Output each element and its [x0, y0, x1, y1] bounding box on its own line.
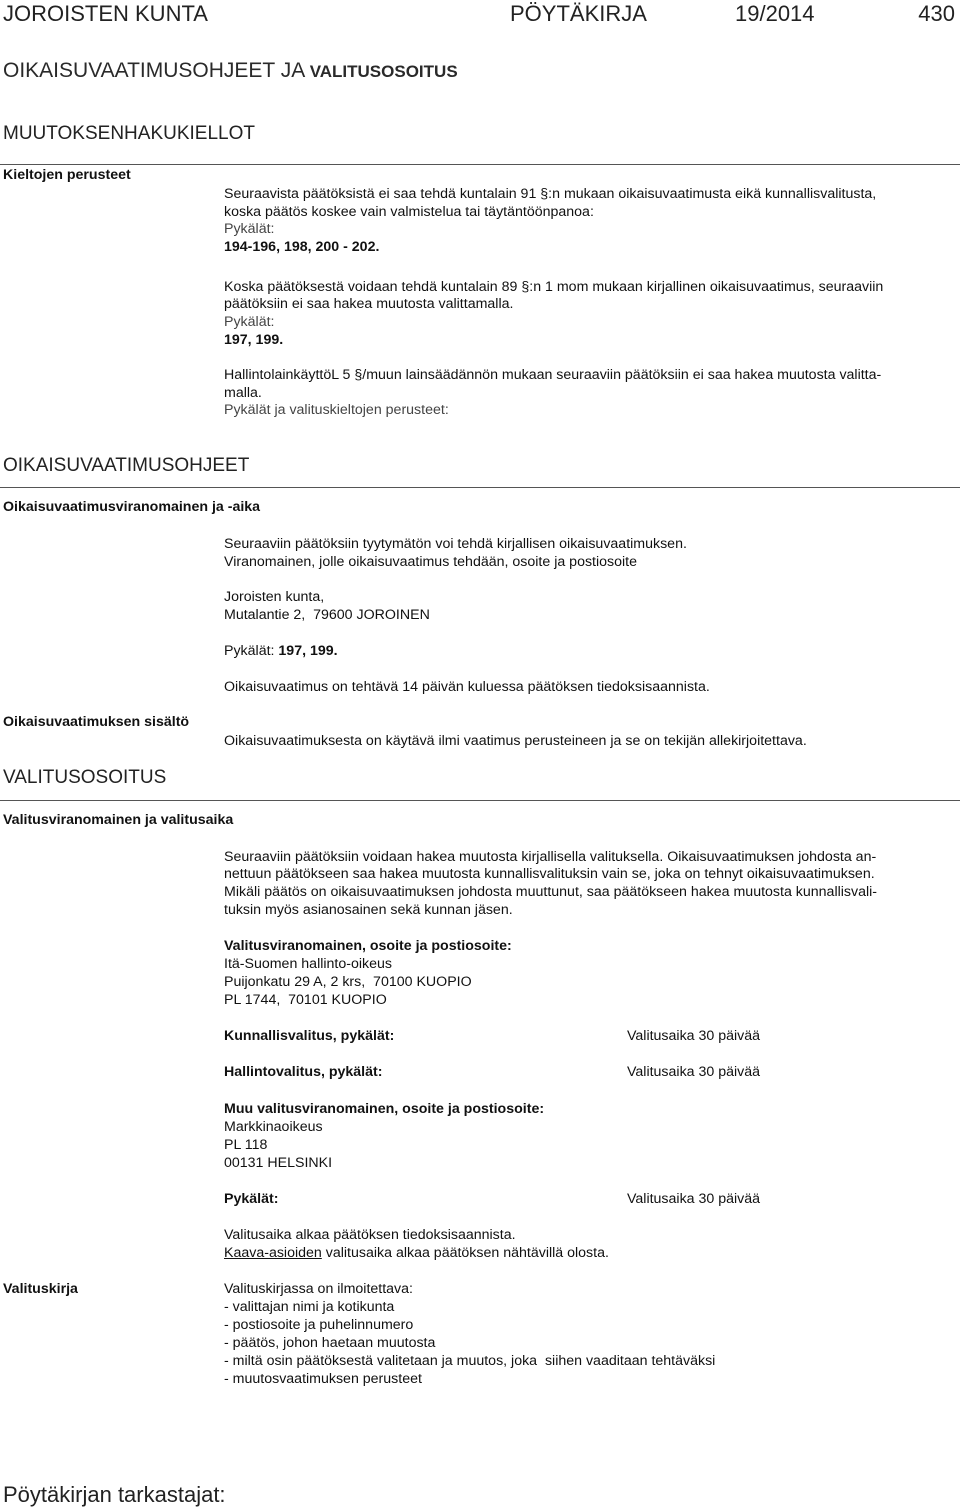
page-title-main: OIKAISUVAATIMUSOHJEET JA	[3, 59, 306, 82]
zoning-rest: valitusaika alkaa päätöksen nähtävillä olosta.	[325, 1245, 609, 1261]
paragraph-line: Seuraavista päätöksistä ei saa tehdä kuntalain 91 §:n mukaan oikaisuvaatimusta eikä kunnallisvalitusta,	[224, 186, 877, 202]
paragraph-line: tuksin myös asianosainen sekä kunnan jäsen.	[224, 902, 513, 918]
page-number: 430	[918, 1, 955, 26]
other-authority-label: Muu valitusviranomainen, osoite ja postiosoite:	[224, 1101, 545, 1117]
page-title	[3, 58, 458, 86]
label-rectification-content: Oikaisuvaatimuksen sisältö	[3, 714, 190, 730]
section-divider	[0, 487, 960, 488]
rectification-deadline: Oikaisuvaatimus on tehtävä 14 päivän kuluessa päätöksen tiedoksisaannista.	[224, 679, 710, 695]
list-item: - valittajan nimi ja kotikunta	[224, 1299, 395, 1315]
label-appeal-authority: Valitusviranomainen ja valitusaika	[3, 812, 234, 828]
address-line: Puijonkatu 29 A, 2 krs, 70100 KUOPIO	[224, 974, 472, 990]
sections-value: 197, 199.	[278, 643, 338, 659]
section-heading-rectification: OIKAISUVAATIMUSOHJEET	[3, 455, 250, 476]
zoning-emphasis: Kaava-asioiden	[224, 1245, 322, 1261]
paragraph-line: Koska päätöksestä voidaan tehdä kuntalain 89 §:n 1 mom mukaan kirjallinen oikaisuvaatimus, seuraaviin	[224, 279, 884, 295]
appeal-period-start: Valitusaika alkaa päätöksen tiedoksisaannista.	[224, 1227, 516, 1243]
sections-label: Pykälät:	[224, 643, 275, 659]
other-authority-sections-label: Pykälät:	[224, 1191, 279, 1207]
label-appeal-letter: Valituskirja	[3, 1281, 78, 1297]
address-line: Itä-Suomen hallinto-oikeus	[224, 956, 392, 972]
section-divider	[0, 164, 960, 165]
other-authority-period: Valitusaika 30 päivää	[627, 1191, 761, 1207]
rectification-content-text: Oikaisuvaatimuksesta on käytävä ilmi vaatimus perusteineen ja se on tekijän allekirjoitettava.	[224, 733, 807, 749]
section-divider	[0, 800, 960, 801]
paragraph-line: nettuun päätökseen saa hakea muutosta kunnallisvalituksin vain se, joka on tehnyt oikaisuvaatimuksen.	[224, 866, 875, 882]
address-line: PL 1744, 70101 KUOPIO	[224, 992, 387, 1008]
paragraph-line: Seuraaviin päätöksiin voidaan hakea muutosta kirjallisella valituksella. Oikaisuvaatimuksen johdosta an-	[224, 849, 877, 865]
paragraph-line: HallintolainkäyttöL 5 §/muun lainsäädännön mukaan seuraaviin päätöksiin ei saa hakea muutosta valitta-	[224, 367, 882, 383]
address-line: Markkinaoikeus	[224, 1119, 323, 1135]
paragraph-line: Seuraaviin päätöksiin tyytymätön voi tehdä kirjallisen oikaisuvaatimuksen.	[224, 536, 687, 552]
section-heading-appeal-bans: MUUTOKSENHAKUKIELLOT	[3, 123, 255, 144]
list-item: - postiosoite ja puhelinnumero	[224, 1317, 414, 1333]
sections-label: Pykälät:	[224, 314, 275, 330]
minutes-reviewers-label: Pöytäkirjan tarkastajat:	[3, 1482, 226, 1507]
list-item: - miltä osin päätöksestä valitetaan ja muutos, joka siihen vaaditaan tehtäväksi	[224, 1353, 716, 1369]
paragraph-line: koska päätös koskee vain valmistelua tai täytäntöönpanoa:	[224, 204, 594, 220]
document-number: 19/2014	[735, 1, 815, 26]
zoning-period-note	[224, 1244, 609, 1262]
administrative-appeal-label: Hallintovalitus, pykälät:	[224, 1064, 383, 1080]
address-line: Joroisten kunta,	[224, 589, 325, 605]
appeal-authority-label: Valitusviranomainen, osoite ja postiosoite:	[224, 938, 512, 954]
paragraph-line: Mikäli päätös on oikaisuvaatimuksen johdosta muuttunut, saa päätökseen hakea muutosta kunnallisvali-	[224, 884, 878, 900]
page-title-sub: VALITUSOSOITUS	[309, 62, 458, 81]
sections-label: Pykälät ja valituskieltojen perusteet:	[224, 402, 449, 418]
paragraph-line: Viranomainen, jolle oikaisuvaatimus tehdään, osoite ja postiosoite	[224, 554, 638, 570]
address-line: PL 118	[224, 1137, 268, 1153]
appeal-letter-intro: Valituskirjassa on ilmoitettava:	[224, 1281, 413, 1297]
list-item: - päätös, johon haetaan muutosta	[224, 1335, 436, 1351]
sections-value: 194-196, 198, 200 - 202.	[224, 239, 380, 255]
paragraph-line: päätöksiin ei saa hakea muutosta valittamalla.	[224, 296, 514, 312]
sections-value: 197, 199.	[224, 332, 284, 348]
document-type: PÖYTÄKIRJA	[510, 1, 647, 26]
municipal-appeal-label: Kunnallisvalitus, pykälät:	[224, 1028, 395, 1044]
administrative-appeal-period: Valitusaika 30 päivää	[627, 1064, 761, 1080]
label-rectification-authority: Oikaisuvaatimusviranomainen ja -aika	[3, 499, 261, 515]
sections-label: Pykälät:	[224, 221, 275, 237]
section-heading-appeal: VALITUSOSOITUS	[3, 767, 167, 788]
sections-row	[224, 642, 338, 660]
paragraph-line: malla.	[224, 385, 262, 401]
municipal-appeal-period: Valitusaika 30 päivää	[627, 1028, 761, 1044]
label-ban-grounds: Kieltojen perusteet	[3, 167, 131, 183]
list-item: - muutosvaatimuksen perusteet	[224, 1371, 422, 1387]
address-line: Mutalantie 2, 79600 JOROINEN	[224, 607, 430, 623]
address-line: 00131 HELSINKI	[224, 1155, 333, 1171]
organization-name: JOROISTEN KUNTA	[3, 1, 208, 26]
